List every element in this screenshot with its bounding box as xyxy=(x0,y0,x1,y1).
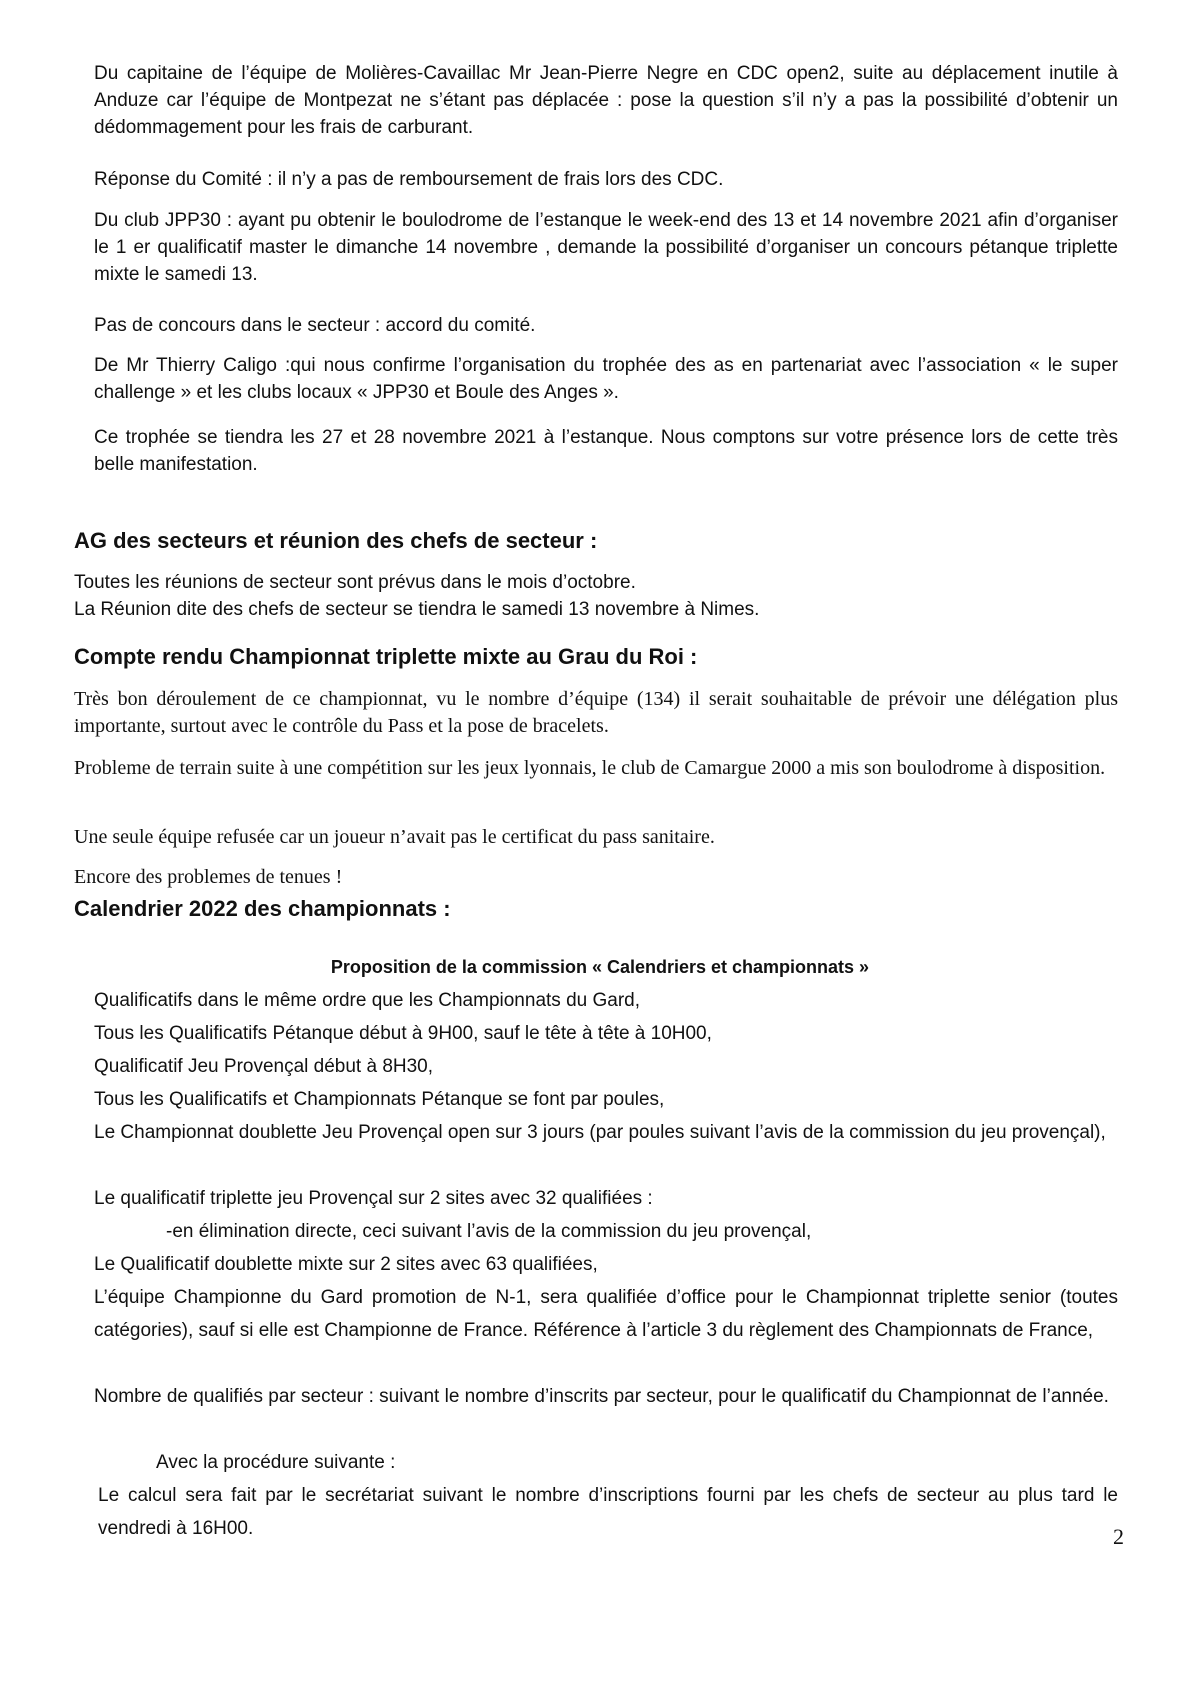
heading-ag-secteurs: AG des secteurs et réunion des chefs de secteur : xyxy=(74,528,598,553)
ag-text xyxy=(74,569,1114,623)
list-item: Le Championnat doublette Jeu Provençal open sur 3 jours (par poules suivant l’avis de la commission du jeu provençal), xyxy=(94,1122,1106,1143)
subheading-proposition: Proposition de la commission « Calendriers et championnats » xyxy=(330,957,870,977)
paragraph-molieres-capitaine: Du capitaine de l’équipe de Molières-Cavaillac Mr Jean-Pierre Negre en CDC open2, suite au déplacement inutile à Anduze car l’équipe de Montpezat ne s’étant pas déplacée : pose la question s’il n’y a pas la possibilité d’obtenir un dédommagement pour les frais de carburant. xyxy=(94,63,1118,138)
list-item: Le qualificatif triplette jeu Provençal sur 2 sites avec 32 qualifiées : xyxy=(94,1188,653,1209)
heading-calendrier: Calendrier 2022 des championnats : xyxy=(74,896,451,921)
list-item: Le calcul sera fait par le secrétariat suivant le nombre d’inscriptions fourni par les chefs de secteur au plus tard le vendredi à 16H00. xyxy=(98,1485,1118,1539)
paragraph-club-jpp30: Du club JPP30 : ayant pu obtenir le boulodrome de l’estanque le week-end des 13 et 14 novembre 2021 afin d’organiser le 1 er qualificatif master le dimanche 14 novembre , demande la possibilité d’organiser un concours pétanque triplette mixte le samedi 13. xyxy=(94,210,1118,285)
ag-line-reunions: Toutes les réunions de secteur sont prévus dans le mois d’octobre. xyxy=(74,572,636,593)
paragraph-trophee: Ce trophée se tiendra les 27 et 28 novembre 2021 à l’estanque. Nous comptons sur votre présence lors de cette très belle manifestation. xyxy=(94,427,1118,475)
list-item: Tous les Qualificatifs Pétanque début à 9H00, sauf le tête à tête à 10H00, xyxy=(94,1023,712,1044)
list-item: Tous les Qualificatifs et Championnats Pétanque se font par poules, xyxy=(94,1089,665,1110)
heading-compte-rendu: Compte rendu Championnat triplette mixte au Grau du Roi : xyxy=(74,644,698,669)
list-item: Qualificatif Jeu Provençal début à 8H30, xyxy=(94,1056,434,1077)
list-item-procedure: Avec la procédure suivante : xyxy=(156,1452,396,1473)
list-item: Le Qualificatif doublette mixte sur 2 sites avec 63 qualifiées, xyxy=(94,1254,598,1275)
list-item: L’équipe Championne du Gard promotion de N-1, sera qualifiée d’office pour le Championnat triplette senior (toutes catégories), sauf si elle est Championne de France. Référence à l’article 3 du règlement des Championnats de France, xyxy=(94,1287,1118,1341)
list-item-sub: -en élimination directe, ceci suivant l’avis de la commission du jeu provençal, xyxy=(166,1221,812,1242)
paragraph-reponse-comite: Réponse du Comité : il n’y a pas de remboursement de frais lors des CDC. xyxy=(94,169,724,190)
paragraph-tenues: Encore des problemes de tenues ! xyxy=(74,866,343,888)
paragraph-accord-comite: Pas de concours dans le secteur : accord du comité. xyxy=(94,315,536,336)
paragraph-thierry-caligo: De Mr Thierry Caligo :qui nous confirme l’organisation du trophée des as en partenariat avec l’association « le super challenge » et les clubs locaux « JPP30 et Boule des Anges ». xyxy=(94,355,1118,403)
ag-line-chefs-secteur: La Réunion dite des chefs de secteur se tiendra le samedi 13 novembre à Nimes. xyxy=(74,599,760,620)
paragraph-equipe-refusee: Une seule équipe refusée car un joueur n’avait pas le certificat du pass sanitaire. xyxy=(74,826,715,848)
page-number: 2 xyxy=(1113,1524,1124,1549)
list-item: Qualificatifs dans le même ordre que les Championnats du Gard, xyxy=(94,990,640,1011)
list-item: Nombre de qualifiés par secteur : suivant le nombre d’inscrits par secteur, pour le qualificatif du Championnat de l’année. xyxy=(94,1386,1109,1407)
paragraph-terrain: Probleme de terrain suite à une compétition sur les jeux lyonnais, le club de Camargue 2000 a mis son boulodrome à disposition. xyxy=(74,757,1106,779)
paragraph-deroulement: Très bon déroulement de ce championnat, vu le nombre d’équipe (134) il serait souhaitable de prévoir une délégation plus importante, surtout avec le contrôle du Pass et la pose de bracelets. xyxy=(74,688,1118,737)
